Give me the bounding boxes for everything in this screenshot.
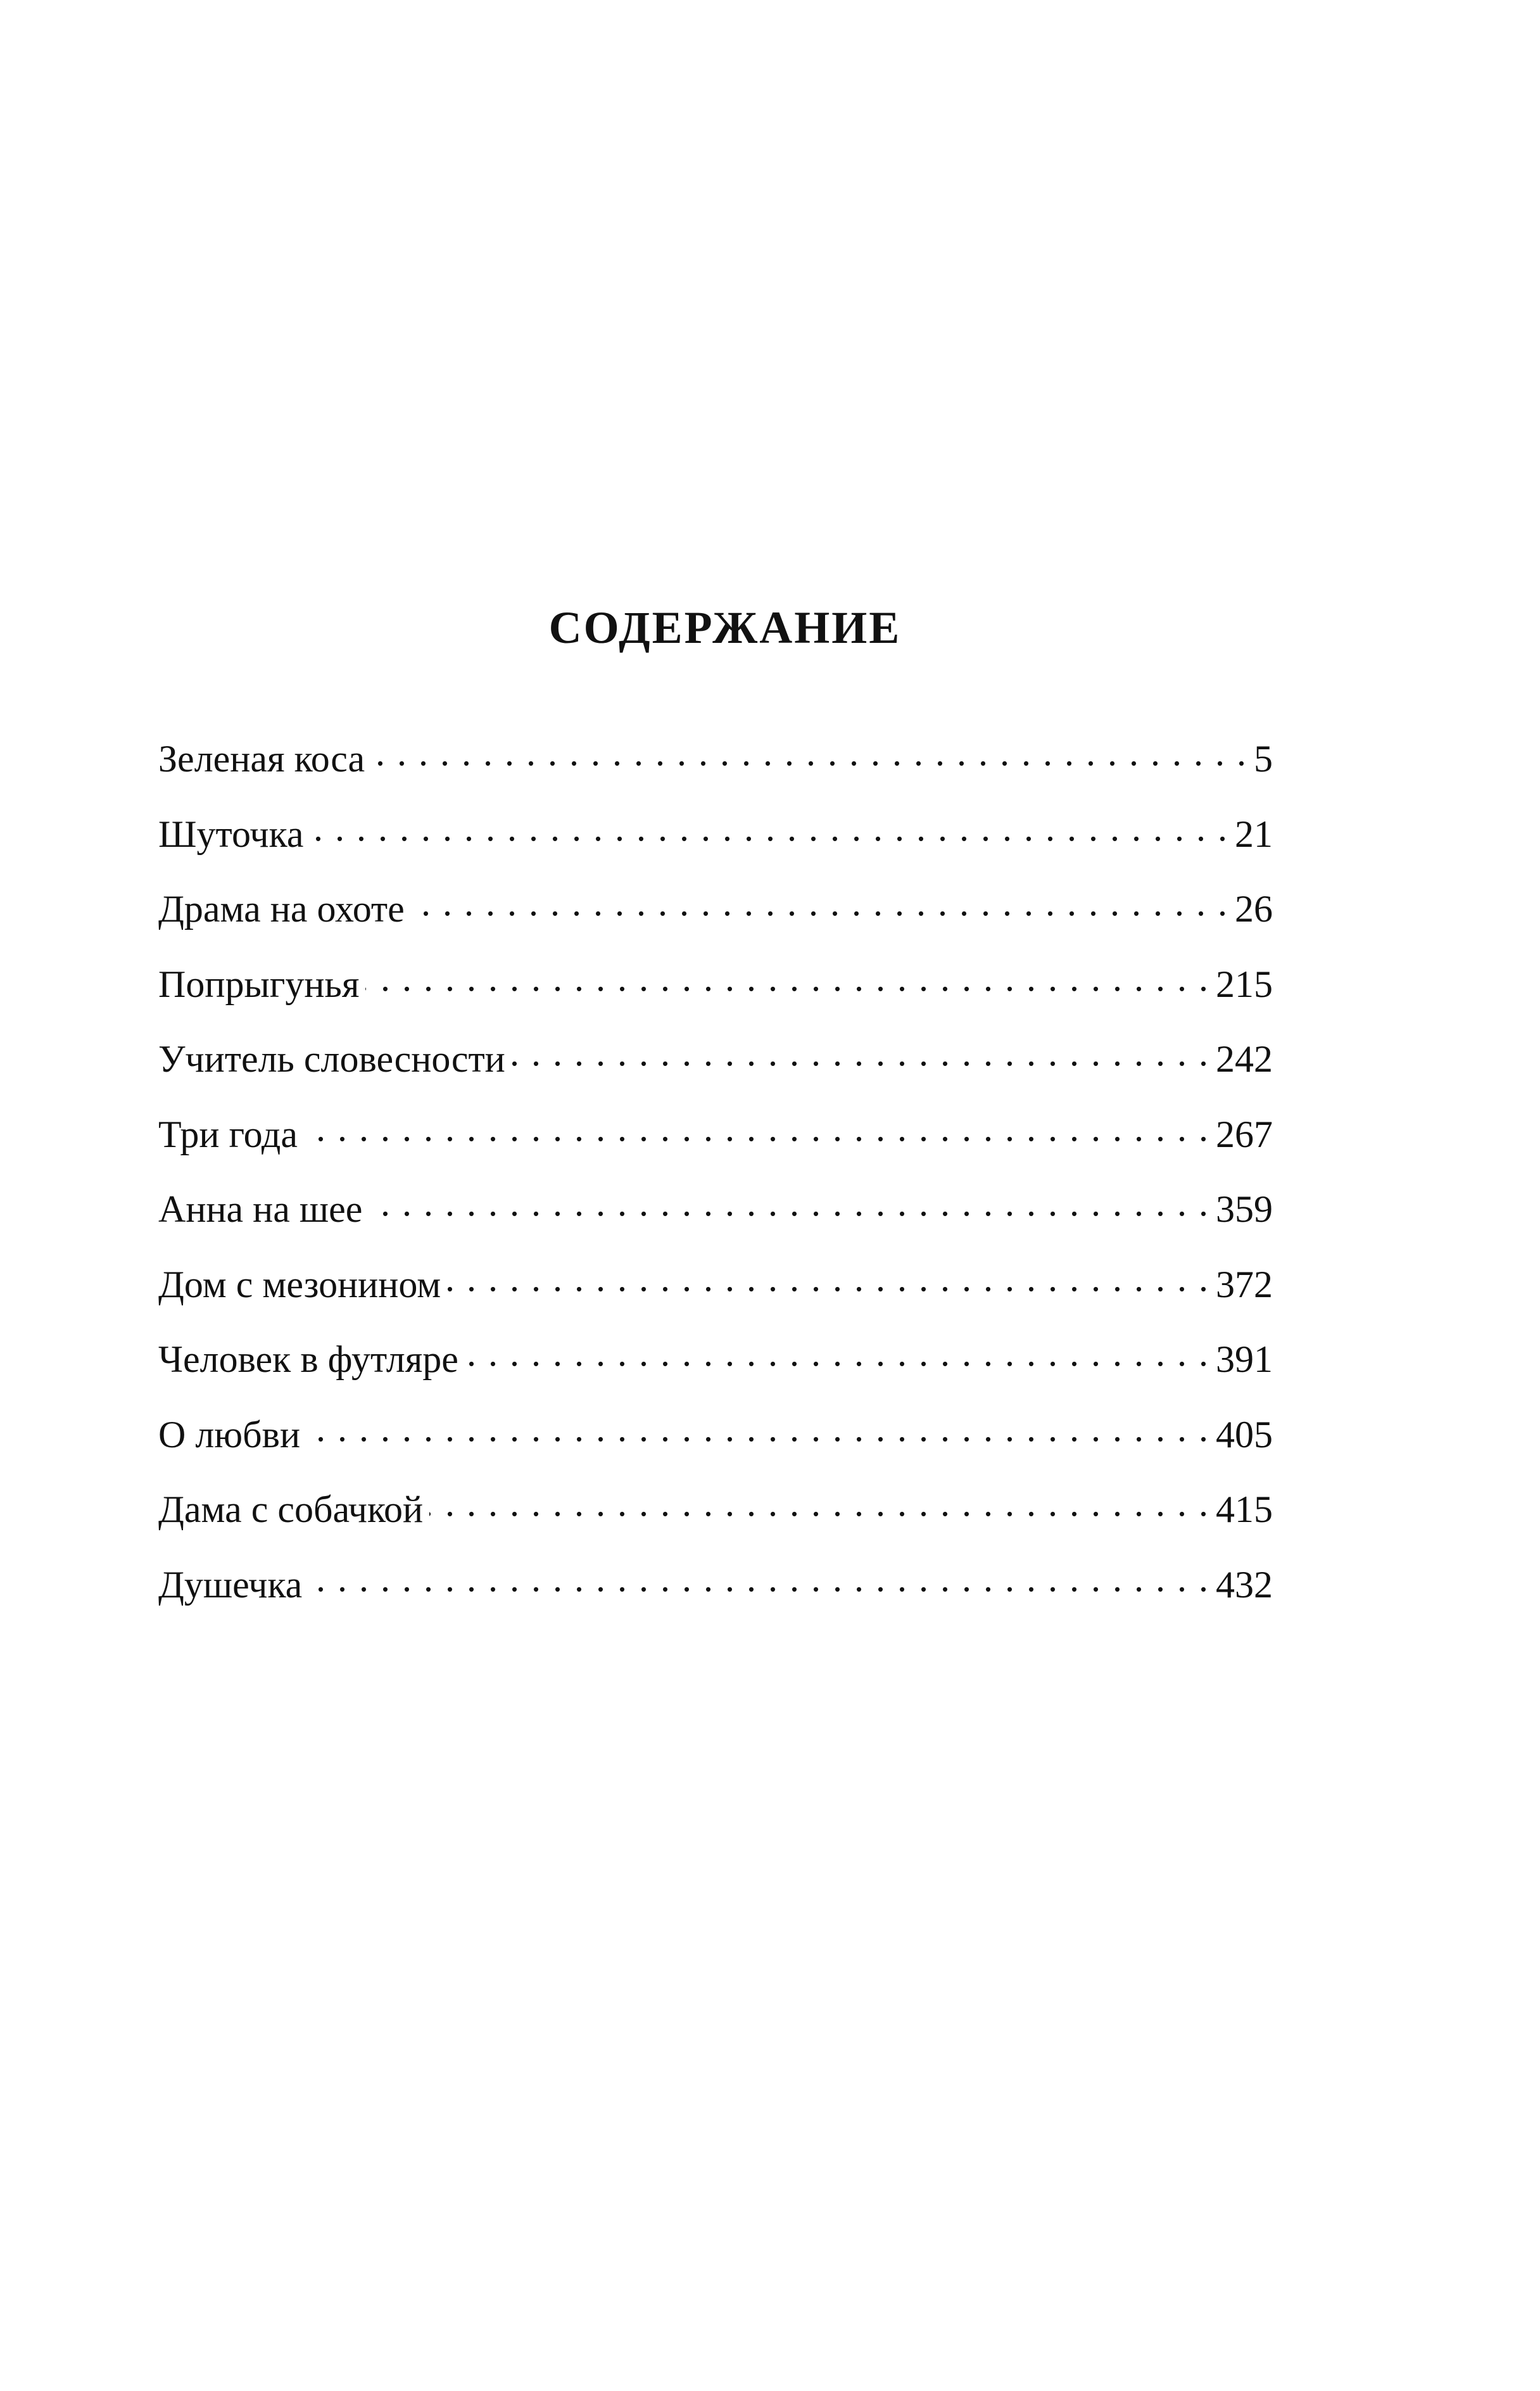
dot-leader (308, 1559, 1209, 1597)
toc-entry-title: Анна на шее (158, 1188, 363, 1230)
dot-leader (369, 1184, 1209, 1222)
toc-entry (158, 1409, 1273, 1485)
toc-page-number: 391 (1216, 1338, 1273, 1380)
toc-page-number: 405 (1216, 1413, 1273, 1456)
toc-entry-title: Три года (158, 1113, 298, 1155)
dot-leader (429, 1484, 1209, 1522)
toc-entry-title: Драма на охоте (158, 888, 405, 930)
toc-entry (158, 1034, 1273, 1109)
dot-leader (371, 733, 1247, 771)
table-of-contents (158, 733, 1273, 1634)
dot-leader (465, 1334, 1209, 1372)
dot-leader (365, 959, 1209, 997)
dot-leader (512, 1034, 1209, 1072)
toc-entry (158, 1484, 1273, 1559)
toc-entry-title: Зеленая коса (158, 738, 365, 780)
toc-entry (158, 809, 1273, 884)
toc-entry (158, 733, 1273, 809)
toc-page-number: 215 (1216, 963, 1273, 1005)
toc-entry-title: Человек в футляре (158, 1338, 458, 1380)
toc-entry (158, 1559, 1273, 1635)
toc-entry-title: Учитель словесности (158, 1038, 505, 1080)
toc-entry-title: Дама с собачкой (158, 1488, 424, 1530)
dot-leader (447, 1259, 1209, 1297)
toc-entry-title: Душечка (158, 1563, 303, 1606)
toc-entry (158, 1259, 1273, 1335)
toc-entry-title: Шуточка (158, 813, 304, 855)
page-title: СОДЕРЖАНИЕ (548, 602, 902, 653)
toc-entry (158, 959, 1273, 1034)
toc-entry (158, 1334, 1273, 1409)
dot-leader (304, 1109, 1209, 1147)
toc-page-number: 432 (1216, 1563, 1273, 1606)
toc-page-number: 5 (1254, 738, 1273, 780)
toc-page-number: 21 (1235, 813, 1273, 855)
toc-page-number: 26 (1235, 888, 1273, 930)
toc-page-number: 267 (1216, 1113, 1273, 1155)
toc-entry-title: О любви (158, 1413, 301, 1456)
dot-leader (310, 809, 1228, 847)
toc-entry (158, 1184, 1273, 1259)
toc-page-number: 372 (1216, 1263, 1273, 1305)
dot-leader (306, 1409, 1209, 1447)
toc-page-number: 415 (1216, 1488, 1273, 1530)
toc-entry (158, 884, 1273, 959)
toc-entry-title: Дом с мезонином (158, 1263, 441, 1305)
toc-page-number: 359 (1216, 1188, 1273, 1230)
dot-leader (411, 884, 1228, 922)
toc-page-number: 242 (1216, 1038, 1273, 1080)
toc-entry (158, 1109, 1273, 1184)
toc-entry-title: Попрыгунья (158, 963, 360, 1005)
